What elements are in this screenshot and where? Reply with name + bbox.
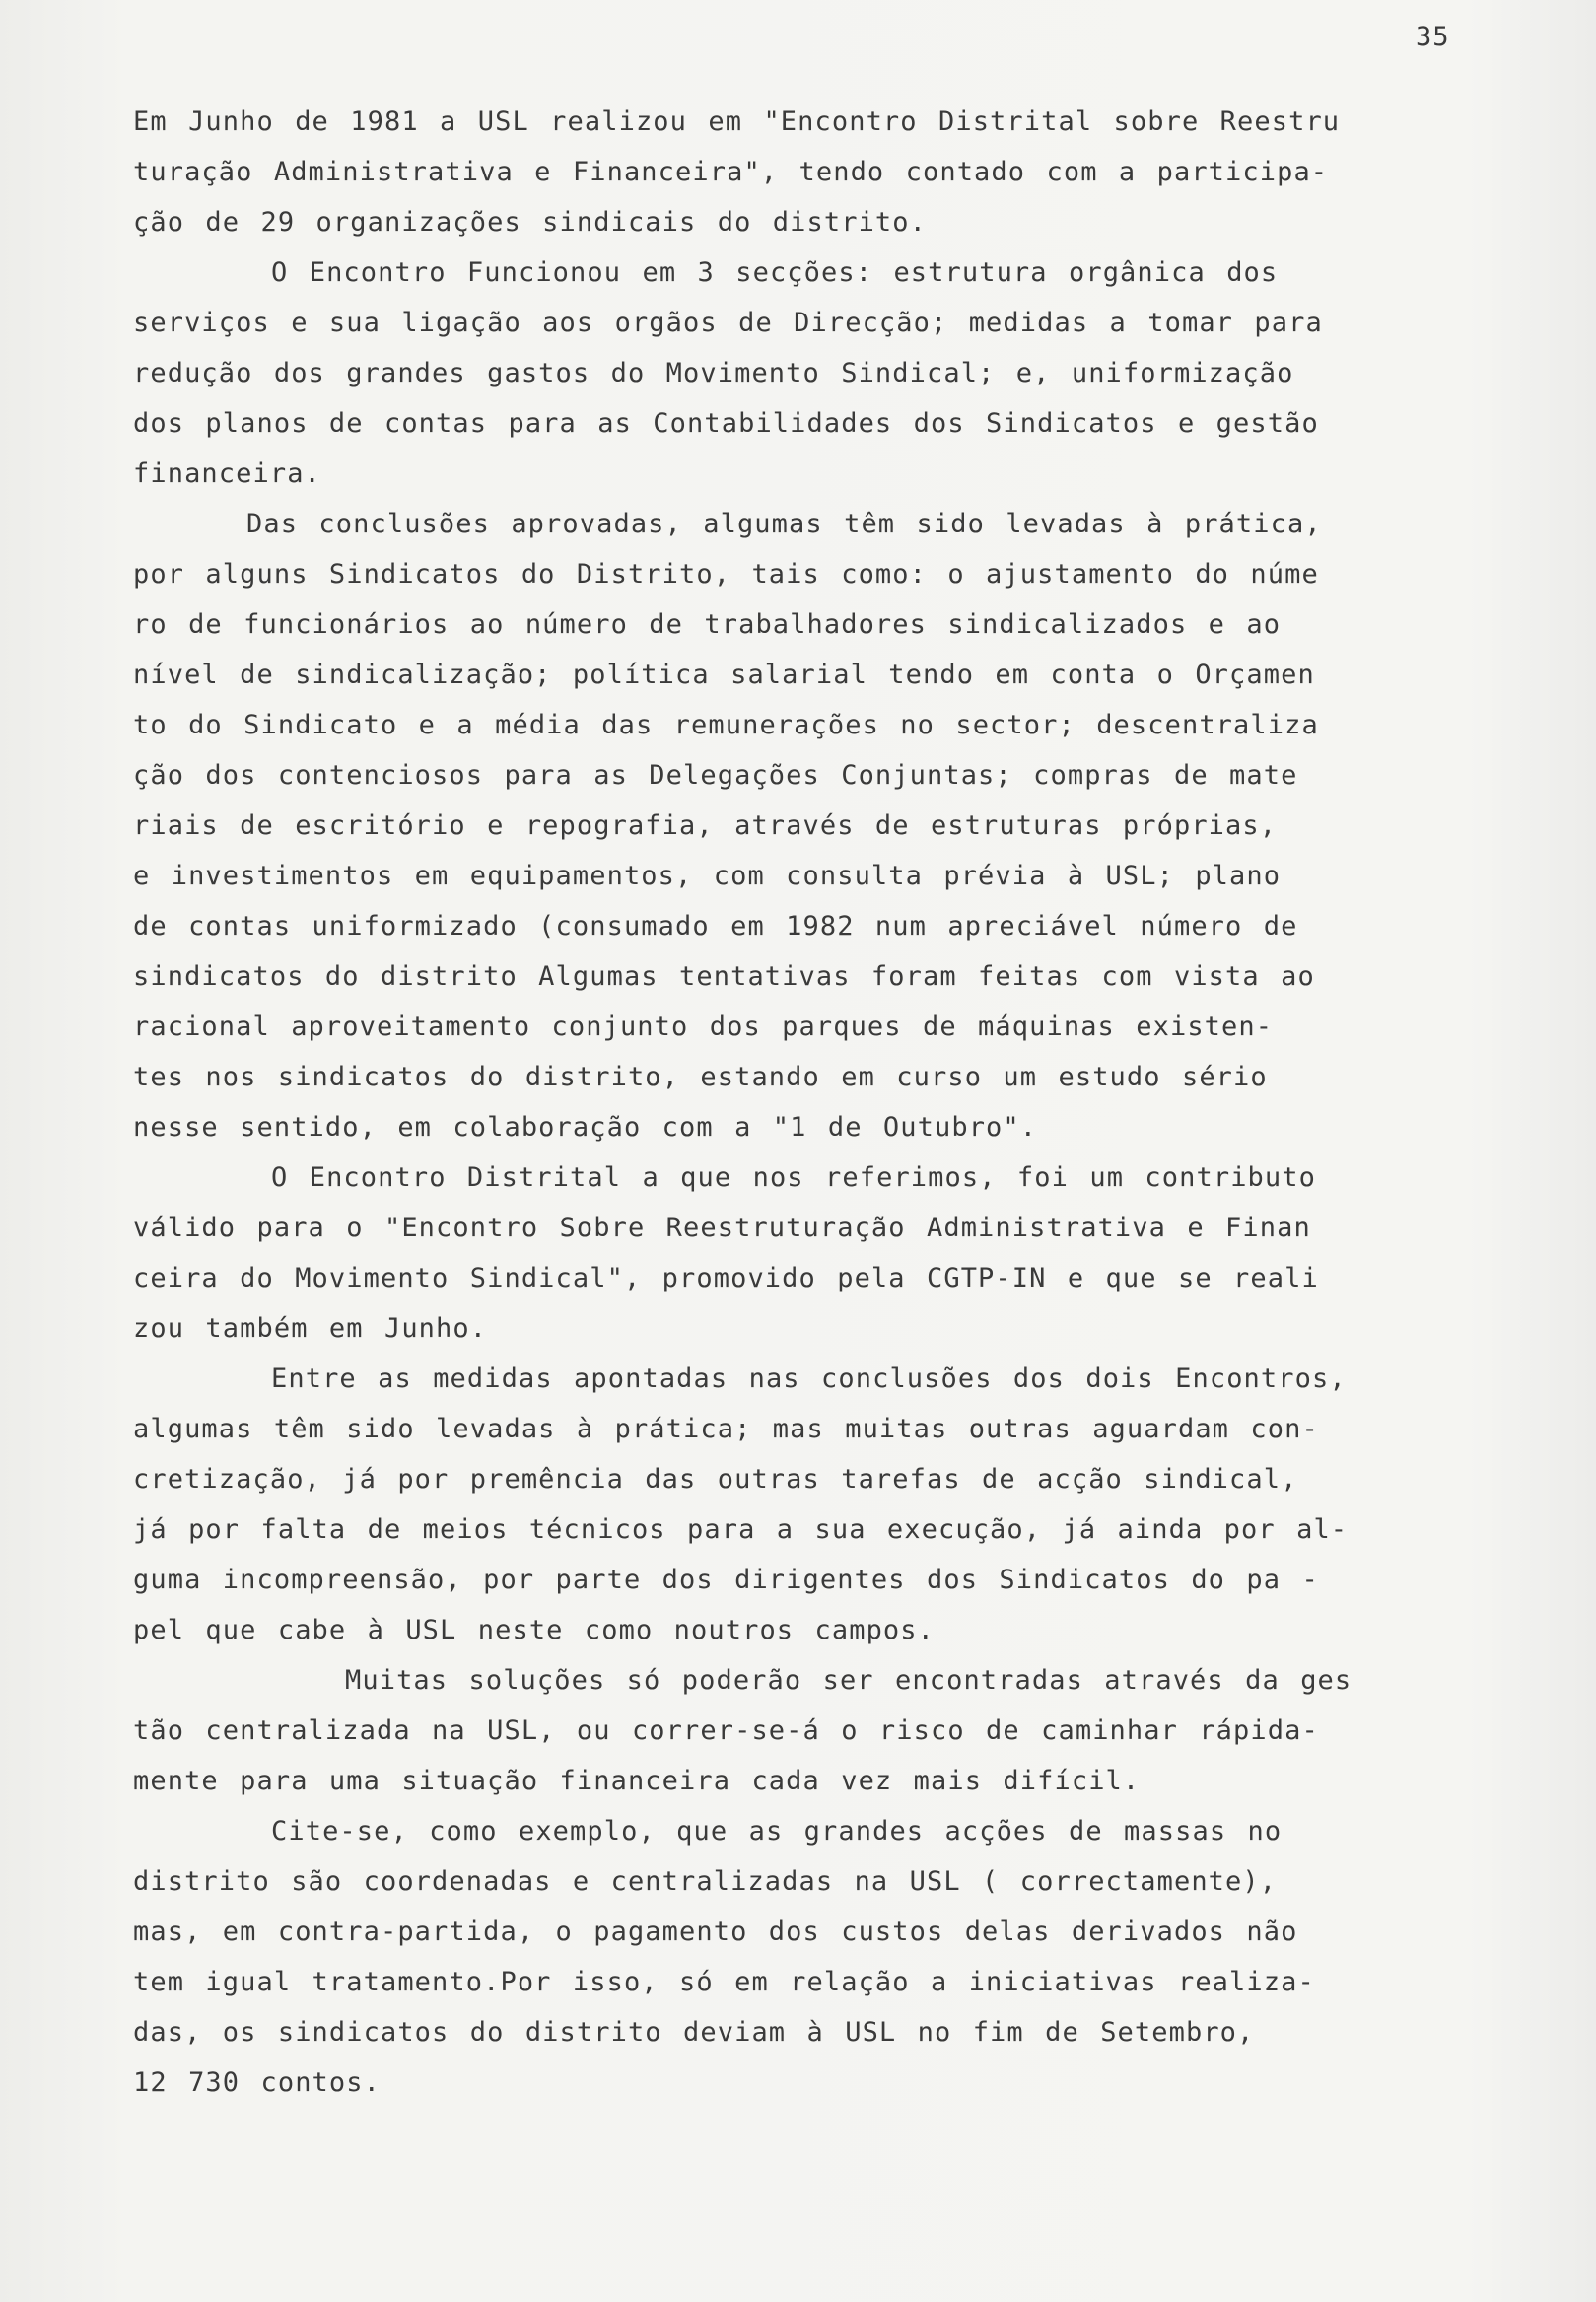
text-line: cretização, já por premência das outras tarefas de acção sindical, [133,1464,1298,1495]
text-line: dos planos de contas para as Contabilidades dos Sindicatos e gestão [133,408,1319,439]
text-line: nível de sindicalização; política salarial tendo em conta o Orçamen [133,660,1315,690]
text-line: e investimentos em equipamentos, com consulta prévia à USL; plano [133,861,1282,891]
text-line: mas, em contra-partida, o pagamento dos custos delas derivados não [133,1917,1298,1947]
text-line: Cite-se, como exemplo, que as grandes acções de massas no [271,1816,1283,1847]
text-line: tes nos sindicatos do distrito, estando em curso um estudo sério [133,1062,1268,1092]
text-line: ção de 29 organizações sindicais do distrito. [133,207,927,238]
text-line: turação Administrativa e Financeira", tendo contado com a participa- [133,157,1329,187]
text-line: por alguns Sindicatos do Distrito, tais como: o ajustamento do núme [133,559,1319,590]
text-line: racional aproveitamento conjunto dos parques de máquinas existen- [133,1011,1274,1042]
text-line: de contas uniformizado (consumado em 1982 num apreciável número de [133,911,1298,942]
text-line: to do Sindicato e a média das remunerações no sector; descentraliza [133,710,1319,740]
text-line: ro de funcionários ao número de trabalhadores sindicalizados e ao [133,609,1282,640]
text-line: tem igual tratamento.Por isso, só em relação a iniciativas realiza- [133,1967,1315,1997]
text-line: Das conclusões aprovadas, algumas têm sido levadas à prática, [246,509,1322,539]
text-line: O Encontro Distrital a que nos referimos, foi um contributo [271,1162,1316,1193]
text-line: mente para uma situação financeira cada vez mais difícil. [133,1766,1141,1796]
text-line: tão centralizada na USL, ou correr-se-á o risco de caminhar rápida- [133,1715,1319,1746]
text-line: Em Junho de 1981 a USL realizou em "Encontro Distrital sobre Reestru [133,106,1341,137]
page-number: 35 [1416,22,1450,52]
text-line: sindicatos do distrito Algumas tentativas foram feitas com vista ao [133,961,1315,992]
text-line: serviços e sua ligação aos orgãos de Direcção; medidas a tomar para [133,308,1323,338]
text-line: pel que cabe à USL neste como noutros campos. [133,1615,935,1645]
text-line: válido para o "Encontro Sobre Reestruturação Administrativa e Finan [133,1213,1311,1243]
text-line: zou também em Junho. [133,1313,488,1344]
text-line: algumas têm sido levadas à prática; mas muitas outras aguardam con- [133,1414,1319,1444]
text-line: ção dos contenciosos para as Delegações Conjuntas; compras de mate [133,760,1298,791]
text-line: Muitas soluções só poderão ser encontradas através da ges [345,1665,1353,1696]
text-line: nesse sentido, em colaboração com a "1 de Outubro". [133,1112,1038,1143]
text-line: redução dos grandes gastos do Movimento Sindical; e, uniformização [133,358,1294,388]
body-text [133,97,1459,2108]
text-line: financeira. [133,458,321,489]
text-line: ceira do Movimento Sindical", promovido pela CGTP-IN e que se reali [133,1263,1319,1293]
text-line: O Encontro Funcionou em 3 secções: estrutura orgânica dos [271,257,1279,288]
text-line: já por falta de meios técnicos para a sua execução, já ainda por al- [133,1514,1349,1545]
text-line: riais de escritório e repografia, através de estruturas próprias, [133,810,1278,841]
text-line: das, os sindicatos do distrito deviam à USL no fim de Setembro, [133,2017,1255,2048]
text-line: 12 730 contos. [133,2067,381,2098]
text-line: distrito são coordenadas e centralizadas na USL ( correctamente), [133,1866,1278,1897]
text-line: guma incompreensão, por parte dos dirigentes dos Sindicatos do pa - [133,1565,1319,1595]
text-line: Entre as medidas apontadas nas conclusões dos dois Encontros, [271,1363,1347,1394]
